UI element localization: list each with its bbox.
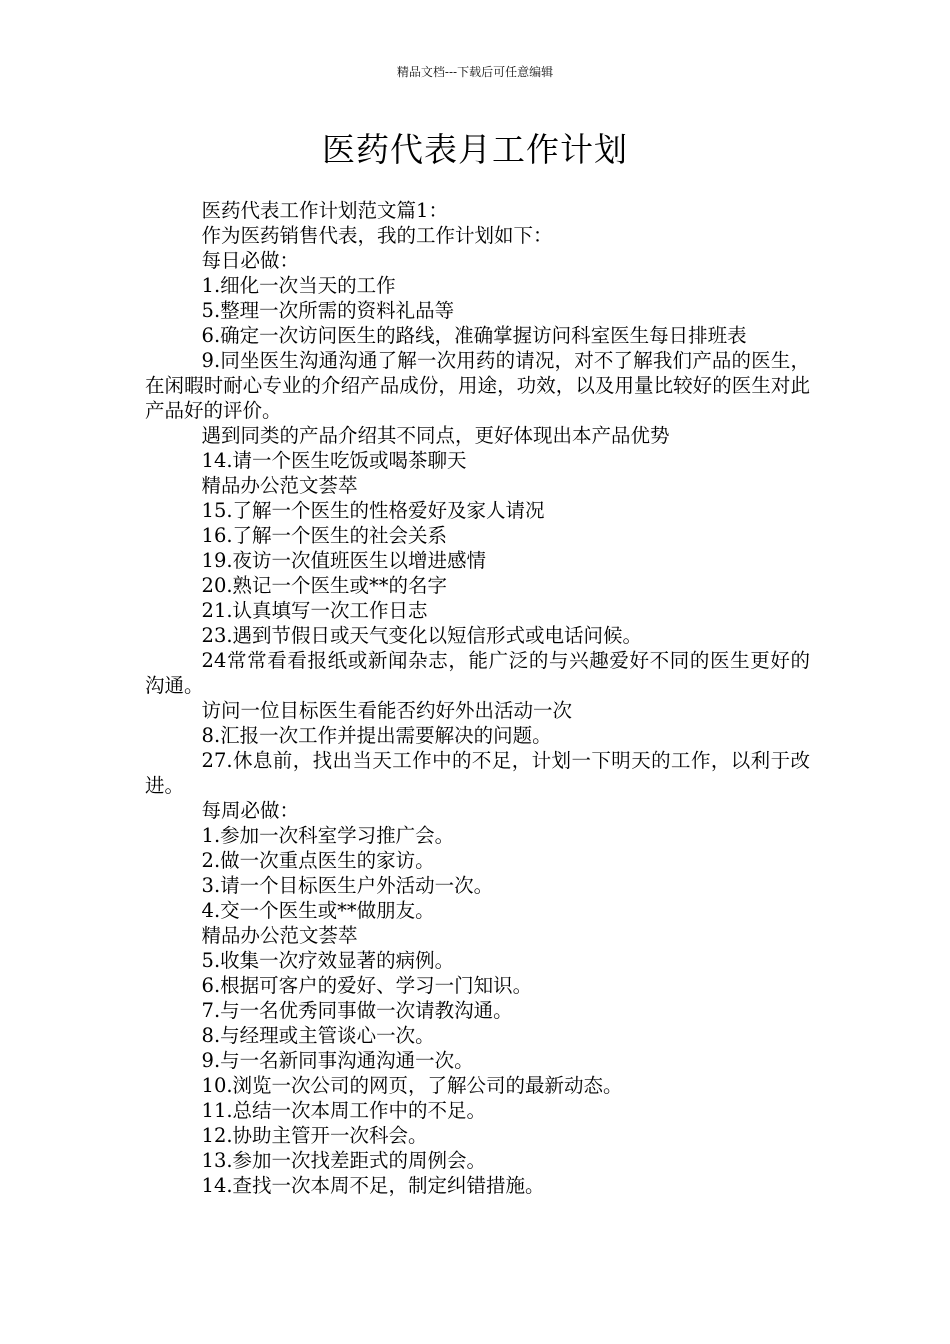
list-item: 14.查找一次本周不足，制定纠错措施。: [201, 1174, 545, 1197]
page-header: 精品文档---下载后可任意编辑: [396, 65, 554, 79]
paragraph: 访问一位目标医生看能否约好外出活动一次: [201, 699, 573, 722]
list-item: 6.确定一次访问医生的路线，准确掌握访问科室医生每日排班表: [201, 324, 747, 347]
list-item: 4.交一个医生或**做朋友。: [201, 899, 435, 922]
paragraph: 作为医药销售代表，我的工作计划如下：: [201, 224, 553, 247]
list-item: 11.总结一次本周工作中的不足。: [201, 1099, 487, 1122]
list-item: 19.夜访一次值班医生以增进感情: [201, 549, 487, 572]
list-item: 7.与一名优秀同事做一次请教沟通。: [201, 999, 513, 1022]
list-item: 15.了解一个医生的性格爱好及家人请况: [201, 499, 545, 522]
section-heading: 每日必做：: [201, 249, 300, 272]
list-item: 12.协助主管开一次科会。: [201, 1124, 428, 1147]
document-title: 医药代表月工作计划: [322, 130, 628, 169]
list-item: 21.认真填写一次工作日志: [201, 599, 428, 622]
list-item: 24常常看看报纸或新闻杂志，能广泛的与兴趣爱好不同的医生更好的沟通。: [145, 649, 810, 697]
list-item: 5.收集一次疗效显著的病例。: [201, 949, 455, 972]
document-body: [145, 198, 810, 1198]
paragraph: 遇到同类的产品介绍其不同点，更好体现出本产品优势: [201, 424, 670, 447]
list-item: 10.浏览一次公司的网页，了解公司的最新动态。: [201, 1074, 623, 1097]
list-item: 6.根据可客户的爱好、学习一门知识。: [201, 974, 533, 997]
list-item: 3.请一个目标医生户外活动一次。: [201, 874, 494, 897]
list-item: 16.了解一个医生的社会关系: [201, 524, 448, 547]
list-item: 8.汇报一次工作并提出需要解决的问题。: [201, 724, 552, 747]
watermark-text: 精品办公范文荟萃: [201, 474, 358, 497]
list-item: 13.参加一次找差距式的周例会。: [201, 1149, 487, 1172]
list-item: 8.与经理或主管谈心一次。: [201, 1024, 435, 1047]
list-item: 5.整理一次所需的资料礼品等: [201, 299, 455, 322]
list-item: 9.与一名新同事沟通沟通一次。: [201, 1049, 474, 1072]
list-item: 9.同坐医生沟通沟通了解一次用药的请况，对不了解我们产品的医生，在闲暇时耐心专业的介绍产品成份，用途，功效，以及用量比较好的医生对此产品好的评价。: [145, 349, 810, 422]
list-item: 1.参加一次科室学习推广会。: [201, 824, 455, 847]
list-item: 27.休息前，找出当天工作中的不足，计划一下明天的工作，以利于改进。: [145, 749, 810, 797]
paragraph: 医药代表工作计划范文篇1：: [201, 199, 448, 222]
section-heading: 每周必做：: [201, 799, 300, 822]
watermark-text: 精品办公范文荟萃: [201, 924, 358, 947]
list-item: 20.熟记一个医生或**的名字: [201, 574, 448, 597]
list-item: 2.做一次重点医生的家访。: [201, 849, 435, 872]
list-item: 14.请一个医生吃饭或喝茶聊天: [201, 449, 467, 472]
list-item: 1.细化一次当天的工作: [201, 274, 396, 297]
list-item: 23.遇到节假日或天气变化以短信形式或电话问候。: [201, 624, 643, 647]
